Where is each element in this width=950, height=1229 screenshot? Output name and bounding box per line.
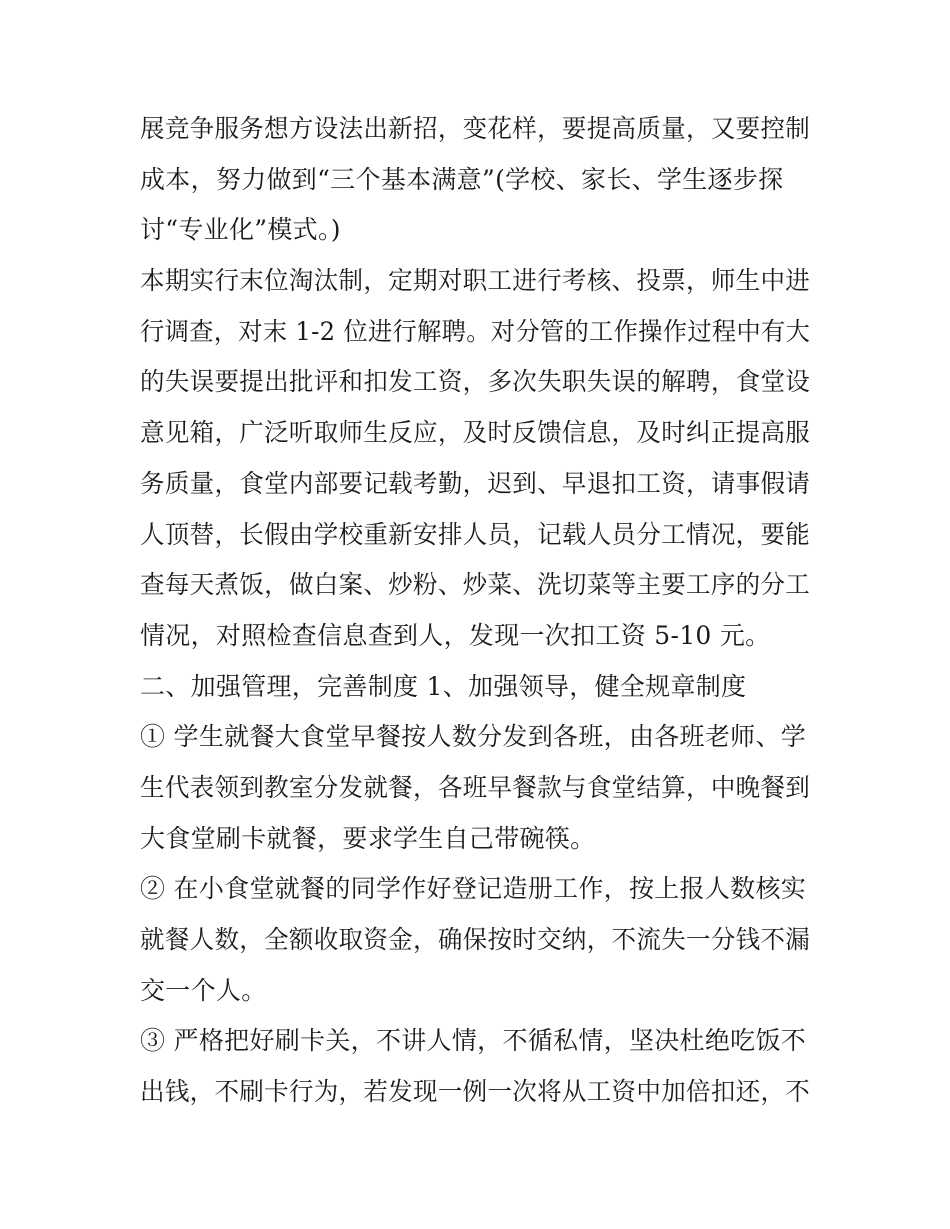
section-heading: 二、加强管理，完善制度 1、加强领导，健全规章制度 (140, 672, 747, 701)
text-line: 的失误要提出批评和扣发工资，多次失职失误的解聘，食堂设 (140, 367, 811, 396)
text-line: 务质量，食堂内部要记载考勤，迟到、早退扣工资，请事假请 (140, 469, 811, 498)
text-line: 就餐人数，全额收取资金，确保按时交纳，不流失一分钱不漏 (140, 925, 811, 954)
text-line: ③ 严格把好刷卡关，不讲人情，不循私情，坚决杜绝吃饭不 (140, 1026, 807, 1055)
text-line: 交一个人。 (140, 976, 267, 1005)
text-line: 行调查，对末 1-2 位进行解聘。对分管的工作操作过程中有大 (140, 317, 811, 346)
text-line: 本期实行末位淘汰制，定期对职工进行考核、投票，师生中进 (140, 266, 811, 295)
text-line: ① 学生就餐大食堂早餐按人数分发到各班，由各班老师、学 (140, 722, 807, 751)
text-line: 查每天煮饭，做白案、炒粉、炒菜、洗切菜等主要工序的分工 (140, 570, 811, 599)
text-line: 情况，对照检查信息查到人，发现一次扣工资 5-10 元。 (140, 621, 771, 650)
text-line: 展竞争服务想方设法出新招，变花样，要提高质量，又要控制 (140, 114, 811, 143)
text-line: 大食堂刷卡就餐，要求学生自己带碗筷。 (140, 824, 596, 853)
text-line: 成本，努力做到“三个基本满意”(学校、家长、学生逐步探 (140, 165, 784, 194)
text-line: ② 在小食堂就餐的同学作好登记造册工作，按上报人数核实 (140, 874, 807, 903)
text-line: 出钱，不刷卡行为，若发现一例一次将从工资中加倍扣还，不 (140, 1077, 811, 1106)
text-line: 意见箱，广泛听取师生反应，及时反馈信息，及时纠正提高服 (140, 418, 811, 447)
text-line: 生代表领到教室分发就餐，各班早餐款与食堂结算，中晚餐到 (140, 773, 811, 802)
text-line: 讨“专业化”模式。) (140, 215, 341, 244)
text-line: 人顶替，长假由学校重新安排人员，记载人员分工情况，要能 (140, 520, 811, 549)
